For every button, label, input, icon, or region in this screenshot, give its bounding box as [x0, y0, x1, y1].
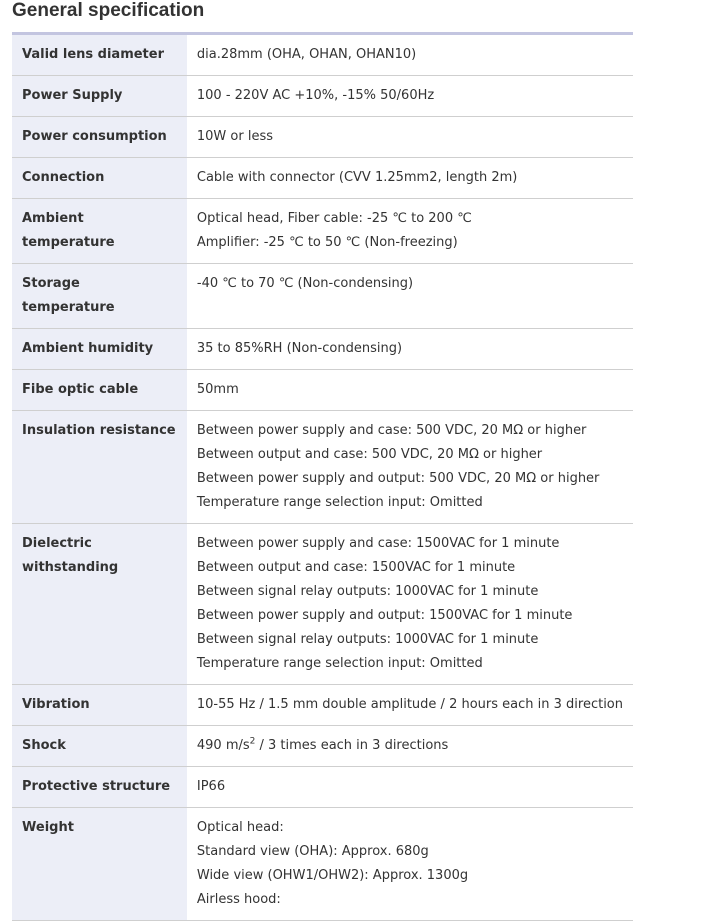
shock-value-suffix: / 3 times each in 3 directions: [255, 738, 449, 753]
table-row: [12, 199, 633, 264]
shock-value-prefix: 490 m/s: [196, 738, 250, 753]
value-line: Between output and case: 1500VAC for 1 minute: [196, 560, 516, 575]
value-line: Between output and case: 500 VDC, 20 MΩ or higher: [196, 447, 543, 462]
value-line: Between power supply and output: 500 VDC, 20 MΩ or higher: [196, 471, 600, 486]
row-label: Dielectric withstanding: [12, 524, 187, 685]
spec-table: [12, 32, 633, 921]
value-line: 10W or less: [196, 129, 273, 144]
row-label: Power Supply: [12, 76, 187, 117]
row-label: Protective structure: [12, 767, 187, 808]
row-value: [187, 411, 633, 524]
row-value: [187, 685, 633, 726]
value-line: Standard view (OHA): Approx. 680g: [196, 844, 429, 859]
row-label: Ambient temperature: [12, 199, 187, 264]
table-row: [12, 411, 633, 524]
table-row: [12, 370, 633, 411]
value-line: 10-55 Hz / 1.5 mm double amplitude / 2 hours each in 3 direction: [196, 697, 623, 712]
value-line: Optical head:: [196, 820, 284, 835]
value-line: Between signal relay outputs: 1000VAC for 1 minute: [196, 632, 539, 647]
row-label: Vibration: [12, 685, 187, 726]
row-label: Fibe optic cable: [12, 370, 187, 411]
row-value: [187, 199, 633, 264]
table-row: [12, 808, 633, 921]
table-row: [12, 767, 633, 808]
value-line: Temperature range selection input: Omitted: [196, 656, 483, 671]
row-value: [187, 34, 633, 76]
value-line: 50mm: [196, 382, 239, 397]
value-line: 35 to 85%RH (Non-condensing): [196, 341, 403, 356]
page-title: General specification: [12, 0, 205, 21]
row-label: Power consumption: [12, 117, 187, 158]
table-row: [12, 726, 633, 767]
value-line: Wide view (OHW1/OHW2): Approx. 1300g: [196, 868, 469, 883]
row-label: Insulation resistance: [12, 411, 187, 524]
row-value: [187, 524, 633, 685]
table-row: [12, 685, 633, 726]
value-line: Between signal relay outputs: 1000VAC for 1 minute: [196, 584, 539, 599]
value-line: [197, 734, 623, 758]
value-line: Temperature range selection input: Omitted: [196, 495, 483, 510]
table-row: [12, 34, 633, 76]
value-line: Optical head, Fiber cable: -25 ℃ to 200 ℃: [196, 211, 472, 226]
table-row: [12, 264, 633, 329]
table-row: [12, 524, 633, 685]
value-line: Between power supply and case: 500 VDC, 20 MΩ or higher: [196, 423, 587, 438]
value-line: 100 - 220V AC +10%, -15% 50/60Hz: [196, 88, 435, 103]
value-line: Between power supply and output: 1500VAC for 1 minute: [196, 608, 573, 623]
value-line: -40 ℃ to 70 ℃ (Non-condensing): [196, 276, 414, 291]
row-value: [187, 158, 633, 199]
row-label: Weight: [12, 808, 187, 921]
value-line: Between power supply and case: 1500VAC for 1 minute: [196, 536, 560, 551]
shock-exponent: 2: [249, 736, 256, 747]
row-value: [187, 329, 633, 370]
value-line: dia.28mm (OHA, OHAN, OHAN10): [196, 47, 417, 62]
value-line: Cable with connector (CVV 1.25mm2, length 2m): [196, 170, 518, 185]
value-line: Amplifier: -25 ℃ to 50 ℃ (Non-freezing): [196, 235, 458, 250]
row-value: [187, 264, 633, 329]
row-label: Connection: [12, 158, 187, 199]
row-value: [187, 76, 633, 117]
table-row: [12, 158, 633, 199]
row-value: [187, 726, 633, 767]
table-row: [12, 117, 633, 158]
row-label: Storage temperature: [12, 264, 187, 329]
row-label: Valid lens diameter: [12, 34, 187, 76]
row-value: [187, 370, 633, 411]
row-label: Shock: [12, 726, 187, 767]
row-value: [187, 808, 633, 921]
row-value: [187, 767, 633, 808]
value-line: IP66: [196, 779, 226, 794]
table-row: [12, 76, 633, 117]
row-value: [187, 117, 633, 158]
table-row: [12, 329, 633, 370]
row-label: Ambient humidity: [12, 329, 187, 370]
value-line: Airless hood:: [196, 892, 281, 907]
